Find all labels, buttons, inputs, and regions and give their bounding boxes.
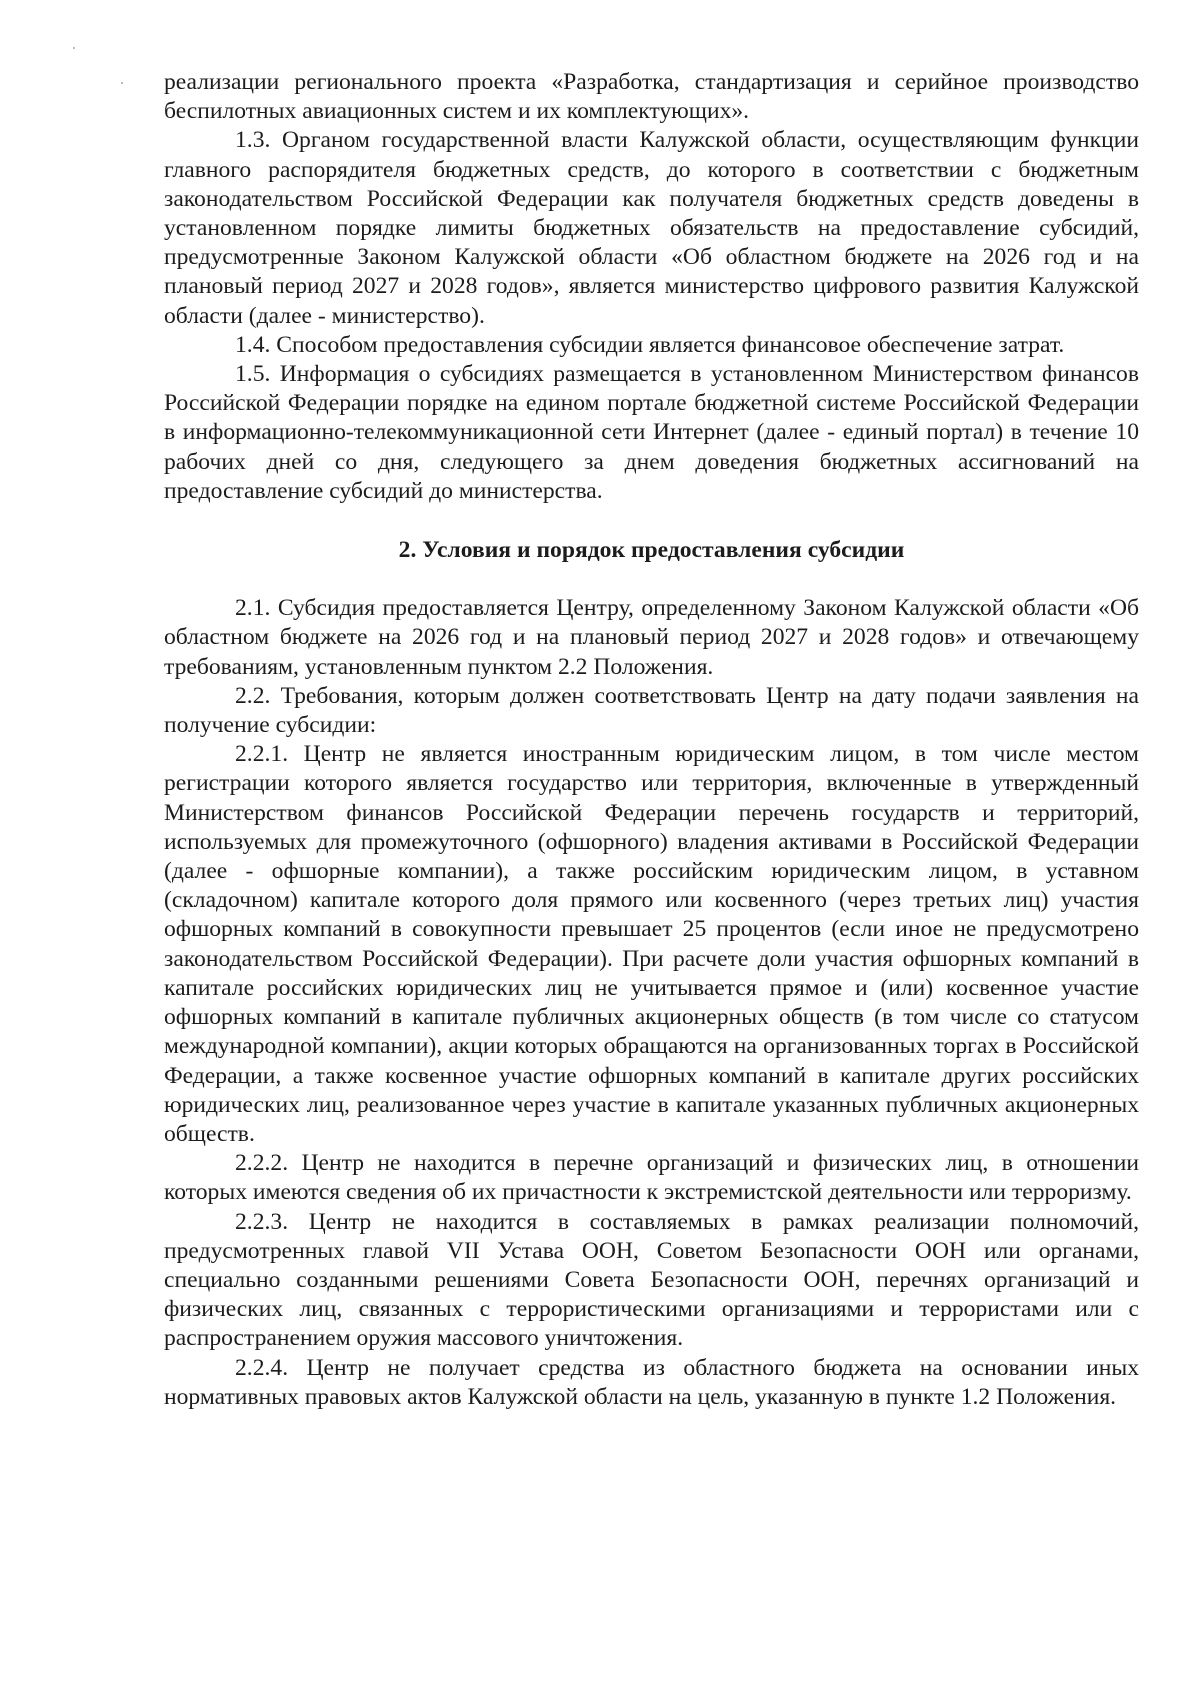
scan-mark-top — [73, 47, 75, 49]
document-page — [164, 68, 1139, 1412]
scan-mark-left — [121, 82, 123, 84]
paragraph-2-1: 2.1. Субсидия предоставляется Центру, определенному Законом Калужской области «Об областном бюджете на 2026 год и на плановый период 2027 и 2028 годов» и отвечающему требованиям, установленным пунктом 2.2 Положения. — [164, 595, 1139, 680]
paragraph-1-4: 1.4. Способом предоставления субсидии является финансовое обеспечение затрат. — [235, 331, 1065, 358]
paragraph-continuation: реализации регионального проекта «Разработка, стандартизация и серийное производство беспилотных авиационных систем и их комплектующих». — [164, 69, 1139, 125]
paragraph-1-3: 1.3. Органом государственной власти Калужской области, осуществляющим функции главного распорядителя бюджетных средств, до которого в соответствии с бюджетным законодательством Российской Федерации как получателя бюджетных средств доведены в установленном порядке лимиты бюджетных обязательств на предоставление субсидий, предусмотренные Законом Калужской области «Об областном бюджете на 2026 год и на плановый период 2027 и 2028 годов», является министерство цифрового развития Калужской области (далее - министерство). — [164, 127, 1139, 329]
paragraph-1-5: 1.5. Информация о субсидиях размещается в установленном Министерством финансов Российской Федерации порядке на едином портале бюджетной системе Российской Федерации в информационно-телекоммуникационной сети Интернет (далее - единый портал) в течение 10 рабочих дней со дня, следующего за днем доведения бюджетных ассигнований на предоставление субсидий до министерства. — [164, 361, 1139, 504]
section-heading: 2. Условия и порядок предоставления субсидии — [398, 537, 905, 564]
paragraph-2-2-3: 2.2.3. Центр не находится в составляемых в рамках реализации полномочий, предусмотренных главой VII Устава ООН, Советом Безопасности ООН или органами, специально созданными решениями Совета Безопасности ООН, перечнях организаций и физических лиц, связанных с террористическими организациями и террористами или с распространением оружия массового уничтожения. — [164, 1208, 1139, 1352]
paragraph-2-2-1: 2.2.1. Центр не является иностранным юридическим лицом, в том числе местом регистрации которого является государство или территория, включенные в утвержденный Министерством финансов Российской Федерации перечень государств и территорий, используемых для промежуточного (офшорного) владения активами в Российской Федерации (далее - офшорные компании), а также российским юридическим лицом, в уставном (складочном) капитале которого доля прямого или косвенного (через третьих лиц) участия офшорных компаний в совокупности превышает 25 процентов (если иное не предусмотрено законодательством Российской Федерации). При расчете доли участия офшорных компаний в капитале российских юридических лиц не учитывается прямое и (или) косвенное участие офшорных компаний в капитале публичных акционерных обществ (в том числе со статусом международной компании), акции которых обращаются на организованных торгах в Российской Федерации, а также косвенное участие офшорных компаний в капитале других российских юридических лиц, реализованное через участие в капитале указанных публичных акционерных обществ. — [164, 741, 1139, 1147]
paragraph-2-2: 2.2. Требования, которым должен соответствовать Центр на дату подачи заявления на получение субсидии: — [164, 682, 1139, 739]
paragraph-2-2-2: 2.2.2. Центр не находится в перечне организаций и физических лиц, в отношении которых имеются сведения об их причастности к экстремистской деятельности или терроризму. — [164, 1150, 1139, 1206]
paragraph-2-2-4: 2.2.4. Центр не получает средства из областного бюджета на основании иных нормативных правовых актов Калужской области на цель, указанную в пункте 1.2 Положения. — [164, 1354, 1139, 1410]
